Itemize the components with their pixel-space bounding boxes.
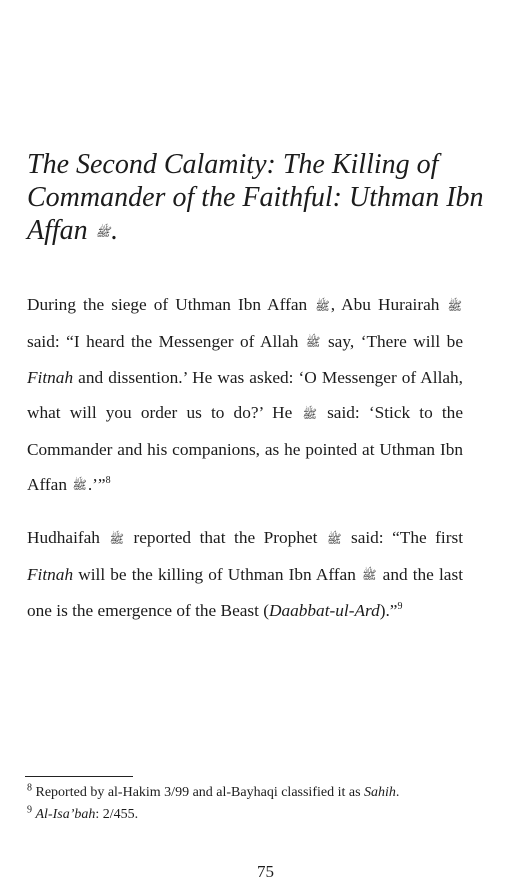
- term-beast: Daabbat-ul-Ard: [269, 601, 380, 621]
- page-number: 75: [257, 862, 274, 881]
- footnote-divider: [25, 776, 133, 777]
- honorific-glyph: ﷺ: [305, 335, 321, 350]
- honorific-glyph: ﷺ: [72, 478, 87, 493]
- honorific-glyph: ﷺ: [109, 531, 124, 546]
- honorific-glyph: ﷺ: [315, 298, 330, 313]
- footnote-9: $^9$ Al-Isa’bah: 2/455.: [27, 804, 139, 822]
- footnote-ref: 9: [397, 601, 403, 613]
- honorific-glyph: ﷺ: [95, 225, 111, 240]
- honorific-glyph: ﷺ: [326, 531, 342, 546]
- honorific-glyph: ﷺ: [362, 568, 377, 583]
- honorific-glyph: ﷺ: [302, 406, 317, 421]
- footnote-8: $^8$ Reported by al-Hakim 3/99 and al-Bayhaqi classified it as Sahih.: [27, 782, 400, 800]
- chapter-title: The Second Calamity: The Killing of Commander of the Faithful: Uthman Ibn Affan ﷺ.: [27, 148, 497, 249]
- term-fitnah: Fitnah: [27, 564, 74, 584]
- term-fitnah: Fitnah: [27, 368, 74, 388]
- paragraph-siege: During the siege of Uthman Ibn Affan ﷺ, Abu Hurairah ﷺ said: “I heard the Messenger of Allah ﷺ say, ‘There will be Fitnah and dissention.’ He was asked: ‘O Messenger of Allah, what will you order us to do?’ He ﷺ said: ‘Stick to the Commander and his companions, as he pointed at Uthman Ibn Affan ﷺ.’”$^8$: [27, 287, 463, 503]
- paragraph-hudhaifah: Hudhaifah ﷺ reported that the Prophet ﷺ said: “The first Fitnah will be the killing of Uthman Ibn Affan ﷺ and the last one is the emergence of the Beast (Daabbat-ul-Ard).”$^9$: [27, 520, 463, 628]
- honorific-glyph: ﷺ: [447, 298, 462, 313]
- footnote-ref: 8: [105, 474, 111, 486]
